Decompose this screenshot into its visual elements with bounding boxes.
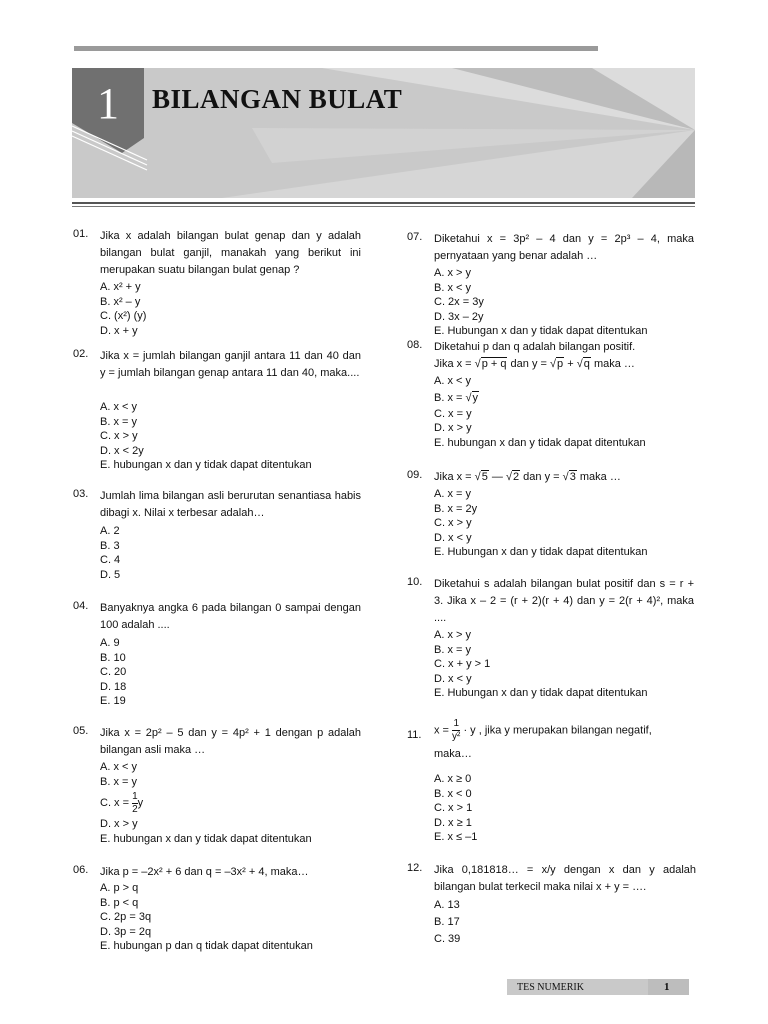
question-text: Jika x = √5 — √2 dan y = √3 maka …	[434, 471, 621, 483]
option: B. p < q	[100, 896, 139, 909]
option: E. Hubungan x dan y tidak dapat ditentukan	[434, 687, 648, 699]
banner-rule-thin	[72, 206, 695, 207]
option: C. x > y	[100, 430, 138, 442]
option: D. x > y	[434, 422, 472, 434]
option: E. x ≤ –1	[434, 831, 478, 843]
option: D. 5	[100, 568, 121, 581]
option: E. Hubungan x dan y tidak dapat ditentukan	[434, 546, 648, 558]
option: C. 20	[100, 666, 127, 678]
question-number: 02.	[73, 348, 89, 360]
option: E. hubungan p dan q tidak dapat ditentukan	[100, 940, 313, 952]
option: D. 3p = 2q	[100, 925, 152, 938]
question-number: 06.	[73, 864, 89, 876]
option: C. 2x = 3y	[434, 296, 484, 308]
option: B. x < y	[434, 281, 471, 294]
question-number: 05.	[73, 725, 89, 737]
chapter-title: BILANGAN BULAT	[152, 84, 403, 114]
option: A. x < y	[100, 761, 137, 773]
option: C. x + y > 1	[434, 658, 491, 670]
option-list	[434, 628, 647, 701]
question-text: Jumlah lima bilangan asli berurutan senantiasa habis dibagi x. Nilai x terbesar adalah…	[100, 490, 361, 519]
question-text: Banyaknya angka 6 pada bilangan 0 sampai dengan 100 adalah ....	[100, 602, 361, 631]
option: B. x < 0	[434, 787, 472, 800]
option-list	[100, 400, 312, 473]
question-text: Jika p = –2x² + 6 dan q = –3x² + 4, maka…	[100, 866, 309, 878]
question-number: 11.	[407, 729, 422, 741]
option: A. x > y	[434, 267, 471, 279]
option: C. x = y	[434, 407, 472, 420]
option: A. 13	[434, 899, 460, 911]
question-text: x = $\frac{1}{\text{y²}}$ · y , jika y merupakan bilangan negatif, maka…	[434, 718, 652, 760]
banner-rule	[72, 202, 695, 204]
option: D. 3x – 2y	[434, 310, 484, 323]
option-list	[434, 266, 647, 339]
option: D. x ≥ 1	[434, 816, 472, 829]
question-text: Diketahui p dan q adalah bilangan positif. Jika x = √p + q dan y = √p + √q maka …	[434, 341, 636, 370]
option: E. 19	[100, 695, 126, 707]
question-number: 03.	[73, 488, 89, 500]
option: C. x = $\frac{1}{2}$ y	[100, 790, 144, 815]
footer-label: TES NUMERIK	[517, 982, 584, 993]
option: D. x + y	[100, 324, 138, 337]
option: E. hubungan x dan y tidak dapat ditentukan	[100, 459, 312, 471]
option: A. x < y	[100, 401, 137, 413]
chapter-number: 1	[97, 79, 119, 128]
option: C. 39	[434, 933, 461, 945]
option: A. x < y	[434, 375, 471, 387]
option: A. x = y	[434, 488, 471, 500]
option: B. x = √y	[434, 391, 479, 404]
option: A. x > y	[434, 629, 471, 641]
page-number: 1	[664, 981, 670, 993]
option: C. x > y	[434, 517, 472, 529]
option-list	[100, 760, 312, 846]
option: D. x < y	[434, 672, 472, 685]
option: D. 18	[100, 680, 127, 693]
question-number: 01.	[73, 228, 89, 240]
question-text: Jika 0,181818… = x/y dengan x dan y adalah bilangan bulat terkecil maka nilai x + y = ….	[434, 864, 696, 893]
chapter-banner	[72, 68, 695, 198]
question-text: Jika x = jumlah bilangan ganjil antara 11 dan 40 dan y = jumlah bilangan genap antara 11 dan 40, maka....	[100, 350, 361, 379]
option: D. x > y	[100, 818, 138, 830]
option-list	[100, 524, 120, 582]
question-text: Diketahui x = 3p² – 4 dan y = 2p³ – 4, maka pernyataan yang benar adalah …	[434, 233, 694, 262]
option: C. 4	[100, 554, 121, 566]
question-text: Jika x = 2p² – 5 dan y = 4p² + 1 dengan p adalah bilangan asli maka …	[100, 727, 361, 756]
option: A. x² + y	[100, 281, 141, 293]
option: C. x > 1	[434, 802, 473, 814]
option: B. 17	[434, 916, 460, 928]
question-number: 10.	[407, 576, 423, 588]
option: D. x < 2y	[100, 444, 144, 457]
option: B. x = y	[100, 775, 137, 788]
question-text: Jika x adalah bilangan bulat genap dan y adalah bilangan bulat ganjil, manakah yang berikut ini merupakan suatu bilangan bulat genap ?	[100, 230, 361, 276]
option: A. p > q	[100, 882, 139, 894]
option-list	[434, 897, 460, 948]
question-number: 07.	[407, 231, 423, 243]
fraction: $\frac{1}{2}$	[132, 790, 138, 815]
question-number: 04.	[73, 600, 89, 612]
option: A. x ≥ 0	[434, 773, 472, 785]
option: E. hubungan x dan y tidak dapat ditentukan	[100, 832, 312, 845]
question-text: Diketahui s adalah bilangan bulat positif dan s = r + 3. Jika x – 2 = (r + 2)(r + 4) dan y = 2(r + 4)², maka ....	[434, 578, 694, 624]
option: B. x = y	[100, 415, 137, 428]
option: A. 2	[100, 525, 120, 537]
option-list	[100, 881, 313, 954]
option: E. Hubungan x dan y tidak dapat ditentukan	[434, 325, 648, 337]
top-rule	[74, 46, 598, 51]
option: B. 3	[100, 539, 120, 552]
option-list	[434, 374, 646, 450]
option: B. x = y	[434, 643, 471, 656]
question-number: 09.	[407, 469, 423, 481]
option: D. x < y	[434, 531, 472, 544]
option-list	[434, 772, 477, 845]
question-number: 12.	[407, 862, 423, 874]
option: C. 2p = 3q	[100, 911, 152, 923]
option: A. 9	[100, 637, 120, 649]
option-list	[100, 636, 126, 709]
option: C. (x²) (y)	[100, 310, 147, 322]
option: E. hubungan x dan y tidak dapat ditentukan	[434, 436, 646, 449]
fraction: $\frac{1}{\text{y²}}$	[452, 718, 461, 742]
question-number: 08.	[407, 339, 423, 351]
option-list	[434, 487, 647, 560]
option: B. 10	[100, 651, 126, 664]
option: B. x = 2y	[434, 502, 478, 515]
option-list	[100, 280, 146, 338]
option: B. x² – y	[100, 295, 141, 308]
